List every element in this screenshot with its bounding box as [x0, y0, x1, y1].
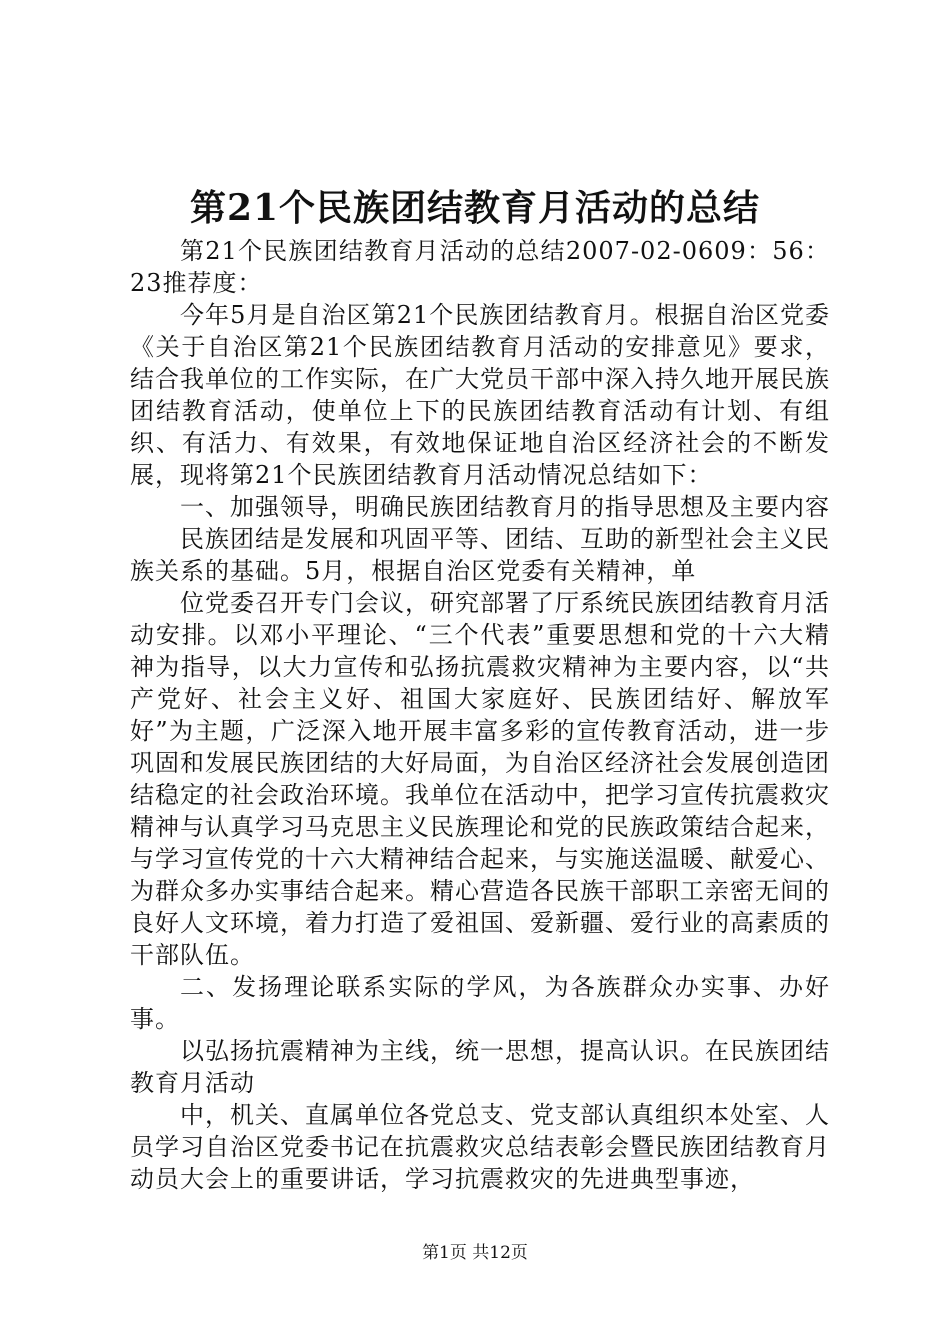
paragraph-section2-a: 以弘扬抗震精神为主线，统一思想，提高认识。在民族团结教育月活动 — [130, 1037, 830, 1097]
paragraph-section2-b: 中，机关、直属单位各党总支、党支部认真组织本处室、人员学习自治区党委书记在抗震救灾总结表彰会暨民族团结教育月动员大会上的重要讲话，学习抗震救灾的先进典型事迹， — [130, 1101, 830, 1193]
paragraph-meta: 第21个民族团结教育月活动的总结2007-02-0609：56：23推荐度： — [130, 237, 830, 297]
paragraph-section1-a: 民族团结是发展和巩固平等、团结、互助的新型社会主义民族关系的基础。5月，根据自治区党委有关精神，单 — [130, 525, 830, 585]
paragraph-section1-b: 位党委召开专门会议，研究部署了厅系统民族团结教育月活动安排。以邓小平理论、“三个代表”重要思想和党的十六大精神为指导，以大力宣传和弘扬抗震救灾精神为主要内容，以“共产党好、社会主义好、祖国大家庭好、民族团结好、解放军好”为主题，广泛深入地开展丰富多彩的宣传教育活动，进一步巩固和发展民族团结的大好局面，为自治区经济社会发展创造团结稳定的社会政治环境。我单位在活动中，把学习宣传抗震救灾精神与认真学习马克思主义民族理论和党的民族政策结合起来，与学习宣传党的十六大精神结合起来，与实施送温暖、献爱心、为群众多办实事结合起来。精心营造各民族干部职工亲密无间的良好人文环境，着力打造了爱祖国、爱新疆、爱行业的高素质的干部队伍。 — [130, 589, 830, 969]
section-heading-2: 二、发扬理论联系实际的学风，为各族群众办实事、办好事。 — [130, 973, 830, 1033]
paragraph-intro: 今年5月是自治区第21个民族团结教育月。根据自治区党委《关于自治区第21个民族团结教育月活动的安排意见》要求，结合我单位的工作实际，在广大党员干部中深入持久地开展民族团结教育活动，使单位上下的民族团结教育活动有计划、有组织、有活力、有效果，有效地保证地自治区经济社会的不断发展，现将第21个民族团结教育月活动情况总结如下： — [130, 301, 830, 489]
page-footer: 第1页 共12页 — [422, 1243, 528, 1263]
document-title: 第21个民族团结教育月活动的总结 — [189, 187, 761, 229]
document-body — [130, 235, 830, 1195]
section-heading-1: 一、加强领导，明确民族团结教育月的指导思想及主要内容 — [180, 493, 830, 521]
